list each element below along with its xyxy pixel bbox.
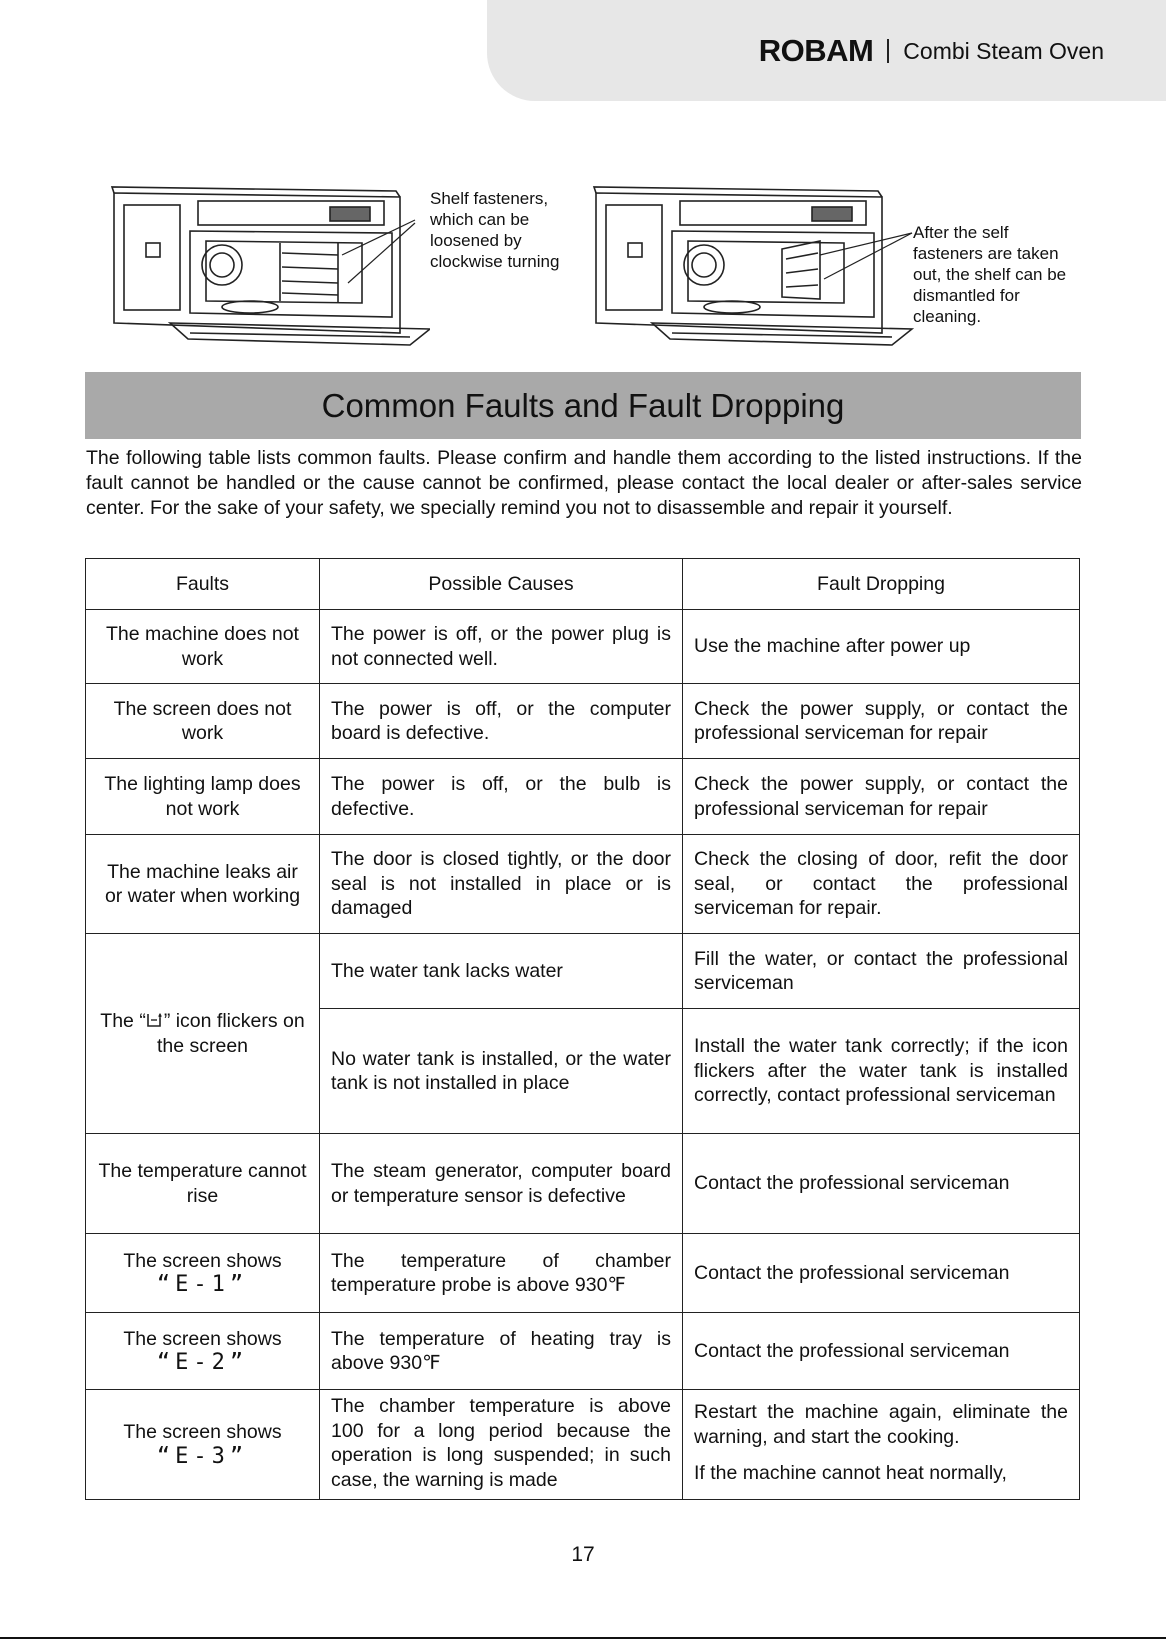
oven-illustration-shelf-removed (592, 183, 914, 353)
cause-cell: The chamber temperature is above 100 for a long period because the operation is long suspended; in such case, the warning is made (320, 1390, 683, 1500)
table-header-row (86, 559, 1080, 610)
fault-cell (86, 934, 320, 1134)
water-tank-icon (146, 1011, 164, 1029)
fault-cell: The temperature cannot rise (86, 1134, 320, 1234)
header-faults: Faults (86, 559, 320, 610)
oven-illustration-fasteners (110, 183, 430, 353)
fault-cell (86, 1234, 320, 1313)
remedy-cell: Contact the professional serviceman (683, 1134, 1080, 1234)
brand-separator (887, 39, 889, 63)
fault-cell: The machine leaks air or water when working (86, 835, 320, 934)
right-figure-caption (913, 222, 1066, 327)
product-name: Combi Steam Oven (903, 37, 1104, 64)
cause-cell: The water tank lacks water (320, 934, 683, 1009)
header-band (487, 0, 1166, 101)
remedy-cell (683, 1390, 1080, 1500)
caption-line: cleaning. (913, 307, 982, 326)
caption-line: clockwise turning (430, 252, 560, 271)
fault-cell (86, 1390, 320, 1500)
cause-cell: The power is off, or the power plug is not connected well. (320, 610, 683, 684)
table-row (86, 759, 1080, 835)
intro-paragraph: The following table lists common faults. Please confirm and handle them according to the listed instructions. If the fault cannot be handled or the cause cannot be confirmed, please contact the local dealer or after-sales service center. For the sake of your safety, we specially remind you not to disassemble and repair it yourself. (86, 447, 1082, 519)
fault-text: The screen shows (123, 1327, 282, 1350)
table-row (86, 1134, 1080, 1234)
section-title: Common Faults and Fault Dropping (85, 372, 1081, 439)
table-row (86, 1313, 1080, 1390)
fault-cell: The machine does not work (86, 610, 320, 684)
table-row (86, 835, 1080, 934)
table-row (86, 934, 1080, 1009)
cause-cell: The power is off, or the bulb is defective. (320, 759, 683, 835)
caption-line: dismantled for (913, 286, 1020, 305)
remedy-cell: Contact the professional serviceman (683, 1313, 1080, 1390)
fault-cell: The lighting lamp does not work (86, 759, 320, 835)
remedy-cell: Contact the professional serviceman (683, 1234, 1080, 1313)
caption-line: which can be (430, 210, 530, 229)
remedy-cell: Fill the water, or contact the professional serviceman (683, 934, 1080, 1009)
table-row (86, 1234, 1080, 1313)
remedy-cell: Install the water tank correctly; if the icon flickers after the water tank is installed correctly, contact professional serviceman (683, 1009, 1080, 1134)
table-row (86, 1390, 1080, 1500)
fault-text: The screen shows (123, 1421, 282, 1443)
remedy-cell: Check the power supply, or contact the professional serviceman for repair (683, 684, 1080, 759)
caption-line: Shelf fasteners, (430, 189, 549, 208)
fault-cell: The screen does not work (86, 684, 320, 759)
header-possible-causes: Possible Causes (320, 559, 683, 610)
caption-line: fasteners are taken (913, 244, 1059, 263)
left-figure-caption (430, 188, 559, 272)
remedy-cell: Check the power supply, or contact the professional serviceman for repair (683, 759, 1080, 835)
caption-line: After the self (913, 223, 1009, 242)
table-row (86, 610, 1080, 684)
error-code-e1: “E-1” (156, 1272, 249, 1297)
fault-text-prefix: The “ (100, 1010, 146, 1032)
cause-cell: The door is closed tightly, or the door seal is not installed in place or is damaged (320, 835, 683, 934)
brand (759, 34, 1104, 68)
caption-line: loosened by (430, 231, 522, 250)
cause-cell: No water tank is installed, or the water tank is not installed in place (320, 1009, 683, 1134)
remedy-paragraph: Restart the machine again, eliminate the warning, and start the cooking. (694, 1401, 1068, 1448)
page-number: 17 (571, 1543, 595, 1566)
remedy-paragraph: If the machine cannot heat normally, (694, 1462, 1007, 1484)
fault-text-suffix: ” icon flickers on the screen (156, 1010, 305, 1057)
error-code-e3: “E-3” (156, 1443, 249, 1469)
cause-cell: The temperature of chamber temperature probe is above 930℉ (320, 1234, 683, 1313)
cause-cell: The steam generator, computer board or temperature sensor is defective (320, 1134, 683, 1234)
table-row (86, 684, 1080, 759)
header-fault-dropping: Fault Dropping (683, 559, 1080, 610)
remedy-cell: Check the closing of door, refit the door seal, or contact the professional serviceman for repair. (683, 835, 1080, 934)
faults-table (85, 558, 1080, 1500)
fault-text: The screen shows (123, 1249, 282, 1272)
cause-cell: The temperature of heating tray is above 930℉ (320, 1313, 683, 1390)
fault-cell (86, 1313, 320, 1390)
caption-line: out, the shelf can be (913, 265, 1067, 284)
error-code-e2: “E-2” (156, 1350, 249, 1375)
cause-cell: The power is off, or the computer board is defective. (320, 684, 683, 759)
brand-logo: ROBAM (758, 33, 874, 68)
remedy-cell: Use the machine after power up (683, 610, 1080, 684)
